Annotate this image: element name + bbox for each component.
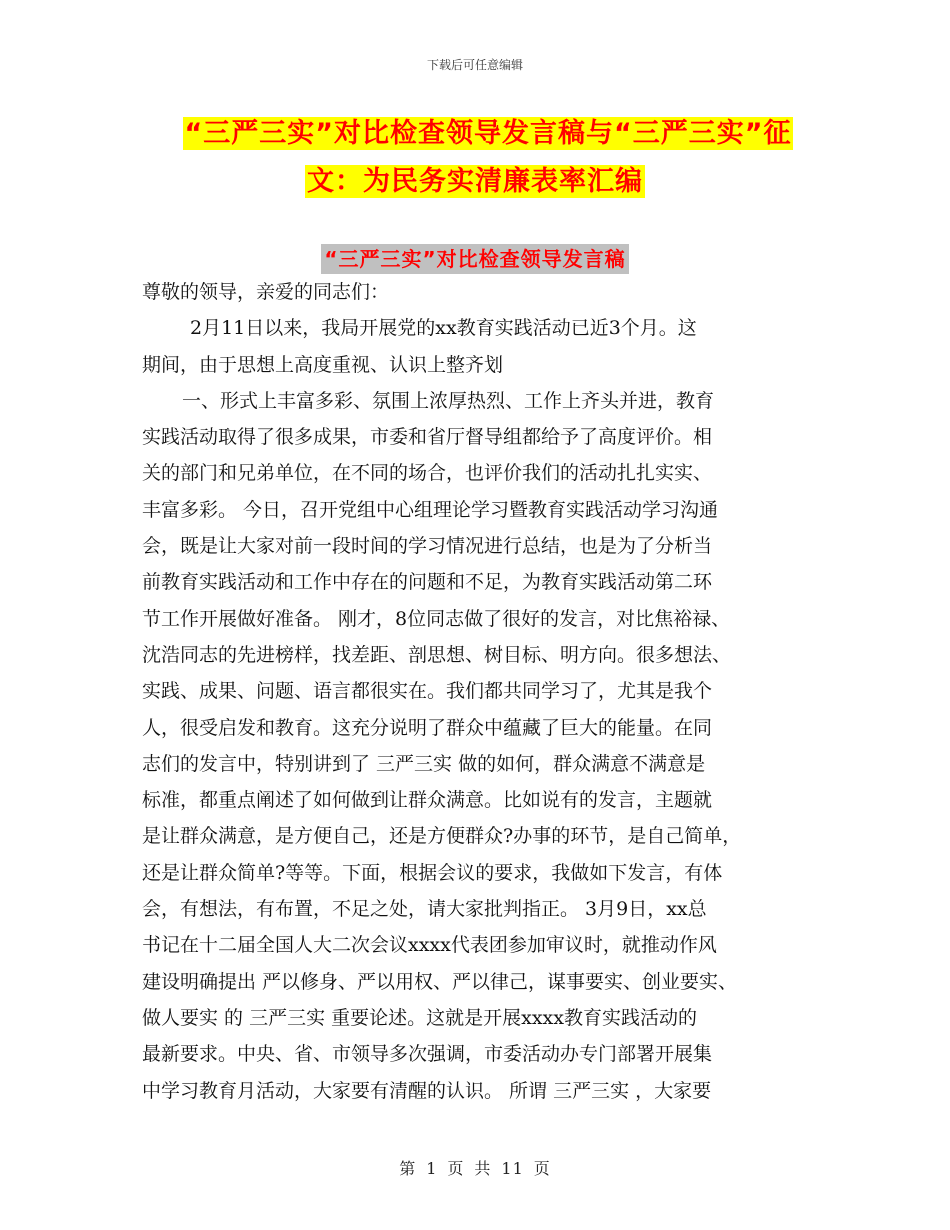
title-line-2: 文：为民务实清廉表率汇编 [307,166,643,197]
title-line-1: “三严三实”对比检查领导发言稿与“三严三实”征 [184,118,792,149]
body-line: 还是让群众简单?等等。下面，根据会议的要求，我做如下发言，有体 [142,861,723,884]
document-body [142,274,822,1109]
body-line: 节工作开展做好准备。 刚才，8位同志做了很好的发言，对比焦裕禄、 [142,607,731,630]
body-line: 前教育实践活动和工作中存在的问题和不足，为教育实践活动第二环 [142,571,713,594]
body-line: 是让群众满意，是方便自己，还是方便群众?办事的环节，是自己简单， [142,825,742,848]
total-pages-number: 11 [501,1159,524,1178]
body-line: 志们的发言中，特别讲到了 三严三实 做的如何，群众满意不满意是 [142,752,706,775]
footer-label-page: 第 [399,1159,417,1178]
footer-label-page-unit: 页 [447,1159,465,1178]
body-line: 期间，由于思想上高度重视、认识上整齐划 [142,353,504,376]
current-page-number: 1 [426,1159,438,1178]
body-line: 实践、成果、问题、语言都很实在。我们都共同学习了，尤其是我个 [142,680,713,703]
body-line: 做人要实 的 三严三实 重要论述。这就是开展xxxx教育实践活动的 [142,1006,697,1029]
header-note: 下载后可任意编辑 [426,58,523,72]
body-line: 尊敬的领导，亲爱的同志们： [142,281,390,303]
body-line: 会，既是让大家对前一段时间的学习情况进行总结，也是为了分析当 [142,535,713,558]
body-line: 关的部门和兄弟单位，在不同的场合，也评价我们的活动扎扎实实、 [142,462,713,485]
body-line: 书记在十二届全国人大二次会议xxxx代表团参加审议时，就推动作风 [142,934,717,957]
section-title: “三严三实”对比检查领导发言稿 [321,244,628,274]
body-line: 实践活动取得了很多成果，市委和省厅督导组都给予了高度评价。相 [142,426,713,449]
body-line: 2月11日以来，我局开展党的xx教育实践活动已近3个月。这 [190,317,697,340]
body-line: 最新要求。中央、省、市领导多次强调，市委活动办专门部署开展集 [142,1043,713,1066]
body-line: 建设明确提出 严以修身、严以用权、严以律己，谋事要实、创业要实、 [142,970,738,993]
body-line: 一、形式上丰富多彩、氛围上浓厚热烈、工作上齐头并进，教育 [182,389,715,412]
document-title [0,110,950,206]
body-line: 会，有想法，有布置，不足之处，请大家批判指正。 3月9日，xx总 [142,898,707,921]
footer-label-total: 共 [474,1159,492,1178]
body-line: 标准，都重点阐述了如何做到让群众满意。比如说有的发言，主题就 [142,789,713,812]
body-line: 中学习教育月活动，大家要有清醒的认识。 所谓 三严三实 ，大家要 [142,1079,712,1102]
body-line: 沈浩同志的先进榜样，找差距、剖思想、树目标、明方向。很多想法、 [142,643,732,666]
footer-label-total-unit: 页 [533,1159,551,1178]
page-footer [0,1156,950,1179]
body-line: 人，很受启发和教育。这充分说明了群众中蕴藏了巨大的能量。在同 [142,716,713,739]
body-line: 丰富多彩。 今日，召开党组中心组理论学习暨教育实践活动学习沟通 [142,498,719,521]
section-title-wrap [0,244,950,274]
